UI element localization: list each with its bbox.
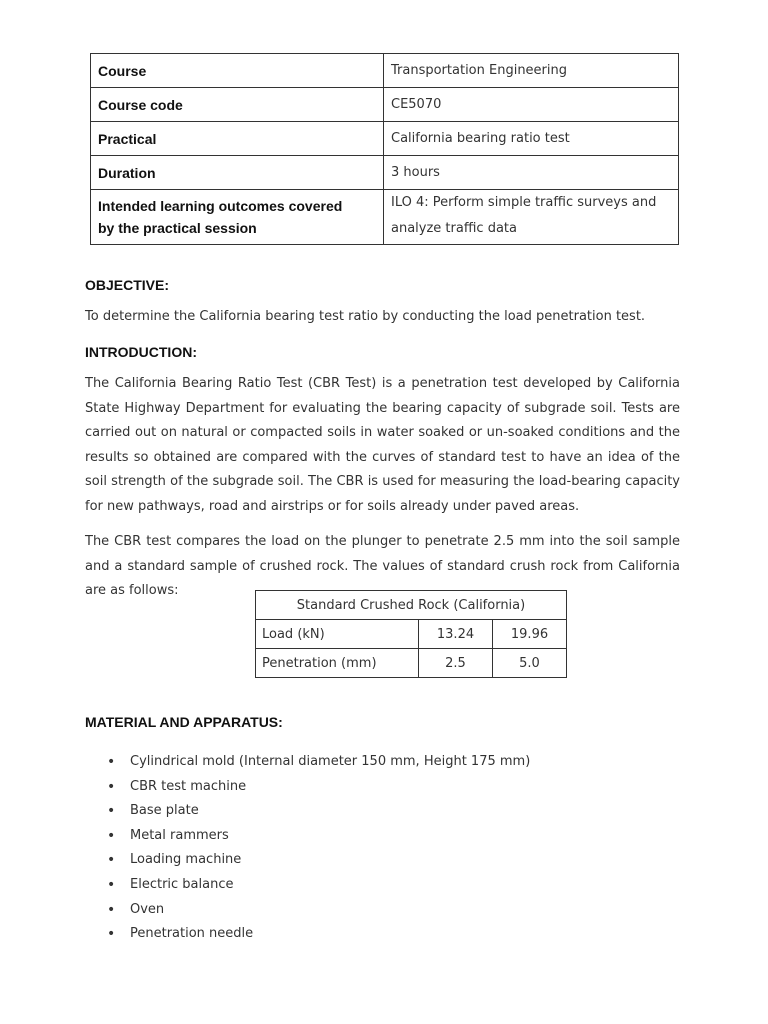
- load-value: 19.96: [493, 620, 567, 649]
- penetration-value: 2.5: [419, 649, 493, 678]
- list-item: [107, 750, 530, 775]
- table-row: [91, 88, 679, 122]
- list-item-text: Penetration needle: [130, 926, 254, 942]
- table-row: [91, 190, 679, 245]
- list-item: [107, 799, 530, 824]
- introduction-paragraph-2: The CBR test compares the load on the plunger to penetrate 2.5 mm into the soil sample and a standard sample of crushed rock. The values of standard crush rock from California are as follows:: [85, 534, 680, 598]
- bullet-icon: •: [107, 926, 116, 943]
- list-item-text: Oven: [130, 901, 165, 917]
- bullet-icon: •: [107, 876, 116, 893]
- load-label: Load (kN): [256, 620, 419, 649]
- list-item-text: Cylindrical mold (Internal diameter 150 mm, Height 175 mm): [130, 754, 531, 769]
- course-value: Transportation Engineering: [384, 54, 679, 88]
- list-item-text: CBR test machine: [130, 778, 247, 794]
- rock-table-caption: Standard Crushed Rock (California): [256, 591, 567, 620]
- list-item-text: Loading machine: [130, 852, 242, 868]
- table-row: [256, 591, 567, 620]
- bullet-icon: •: [107, 852, 116, 869]
- ilo-value-line: ILO 4: Perform simple traffic surveys and: [391, 195, 657, 210]
- list-item: [107, 898, 530, 923]
- list-item: [107, 824, 530, 849]
- ilo-label: [91, 190, 384, 245]
- apparatus-list: [107, 750, 530, 947]
- bullet-icon: •: [107, 901, 116, 918]
- list-item: [107, 848, 530, 873]
- practical-value: California bearing ratio test: [384, 122, 679, 156]
- penetration-label: Penetration (mm): [256, 649, 419, 678]
- introduction-heading: INTRODUCTION:: [85, 344, 197, 360]
- introduction-paragraph-1: The California Bearing Ratio Test (CBR Test) is a penetration test developed by California State Highway Department for evaluating the bearing capacity of subgrade soil. Tests are carried out on natural or compacted soils in water soaked or un-soaked conditions and the results so obtained are compared with the curves of standard test to have an idea of the soil strength of the subgrade soil. The CBR is used for measuring the load-bearing capacity for new pathways, road and airstrips or for soils already under paved areas.: [85, 376, 680, 514]
- penetration-value: 5.0: [493, 649, 567, 678]
- list-item: [107, 922, 530, 947]
- load-value: 13.24: [419, 620, 493, 649]
- ilo-value-line: analyze traffic data: [391, 221, 517, 236]
- course-code-value: CE5070: [384, 88, 679, 122]
- list-item-text: Electric balance: [130, 876, 234, 892]
- list-item-text: Base plate: [130, 803, 199, 819]
- course-code-label: Course code: [91, 88, 384, 122]
- duration-value: 3 hours: [384, 156, 679, 190]
- practical-label: Practical: [91, 122, 384, 156]
- bullet-icon: •: [107, 778, 116, 795]
- duration-label: Duration: [91, 156, 384, 190]
- apparatus-heading: MATERIAL AND APPARATUS:: [85, 714, 283, 730]
- course-info-table: [90, 53, 679, 245]
- list-item: [107, 873, 530, 898]
- ilo-label-line: by the practical session: [98, 220, 257, 236]
- ilo-value: [384, 190, 679, 245]
- ilo-label-line: Intended learning outcomes covered: [98, 198, 343, 214]
- list-item: [107, 775, 530, 800]
- table-row: [91, 156, 679, 190]
- table-row: [91, 54, 679, 88]
- bullet-icon: •: [107, 827, 116, 844]
- table-row: [91, 122, 679, 156]
- objective-text: To determine the California bearing test ratio by conducting the load penetration test.: [85, 309, 646, 324]
- table-row: [256, 620, 567, 649]
- standard-crushed-rock-table: [255, 590, 567, 678]
- list-item-text: Metal rammers: [130, 827, 229, 843]
- objective-heading: OBJECTIVE:: [85, 277, 170, 293]
- bullet-icon: •: [107, 803, 116, 820]
- course-label: Course: [91, 54, 384, 88]
- table-row: [256, 649, 567, 678]
- bullet-icon: •: [107, 754, 116, 770]
